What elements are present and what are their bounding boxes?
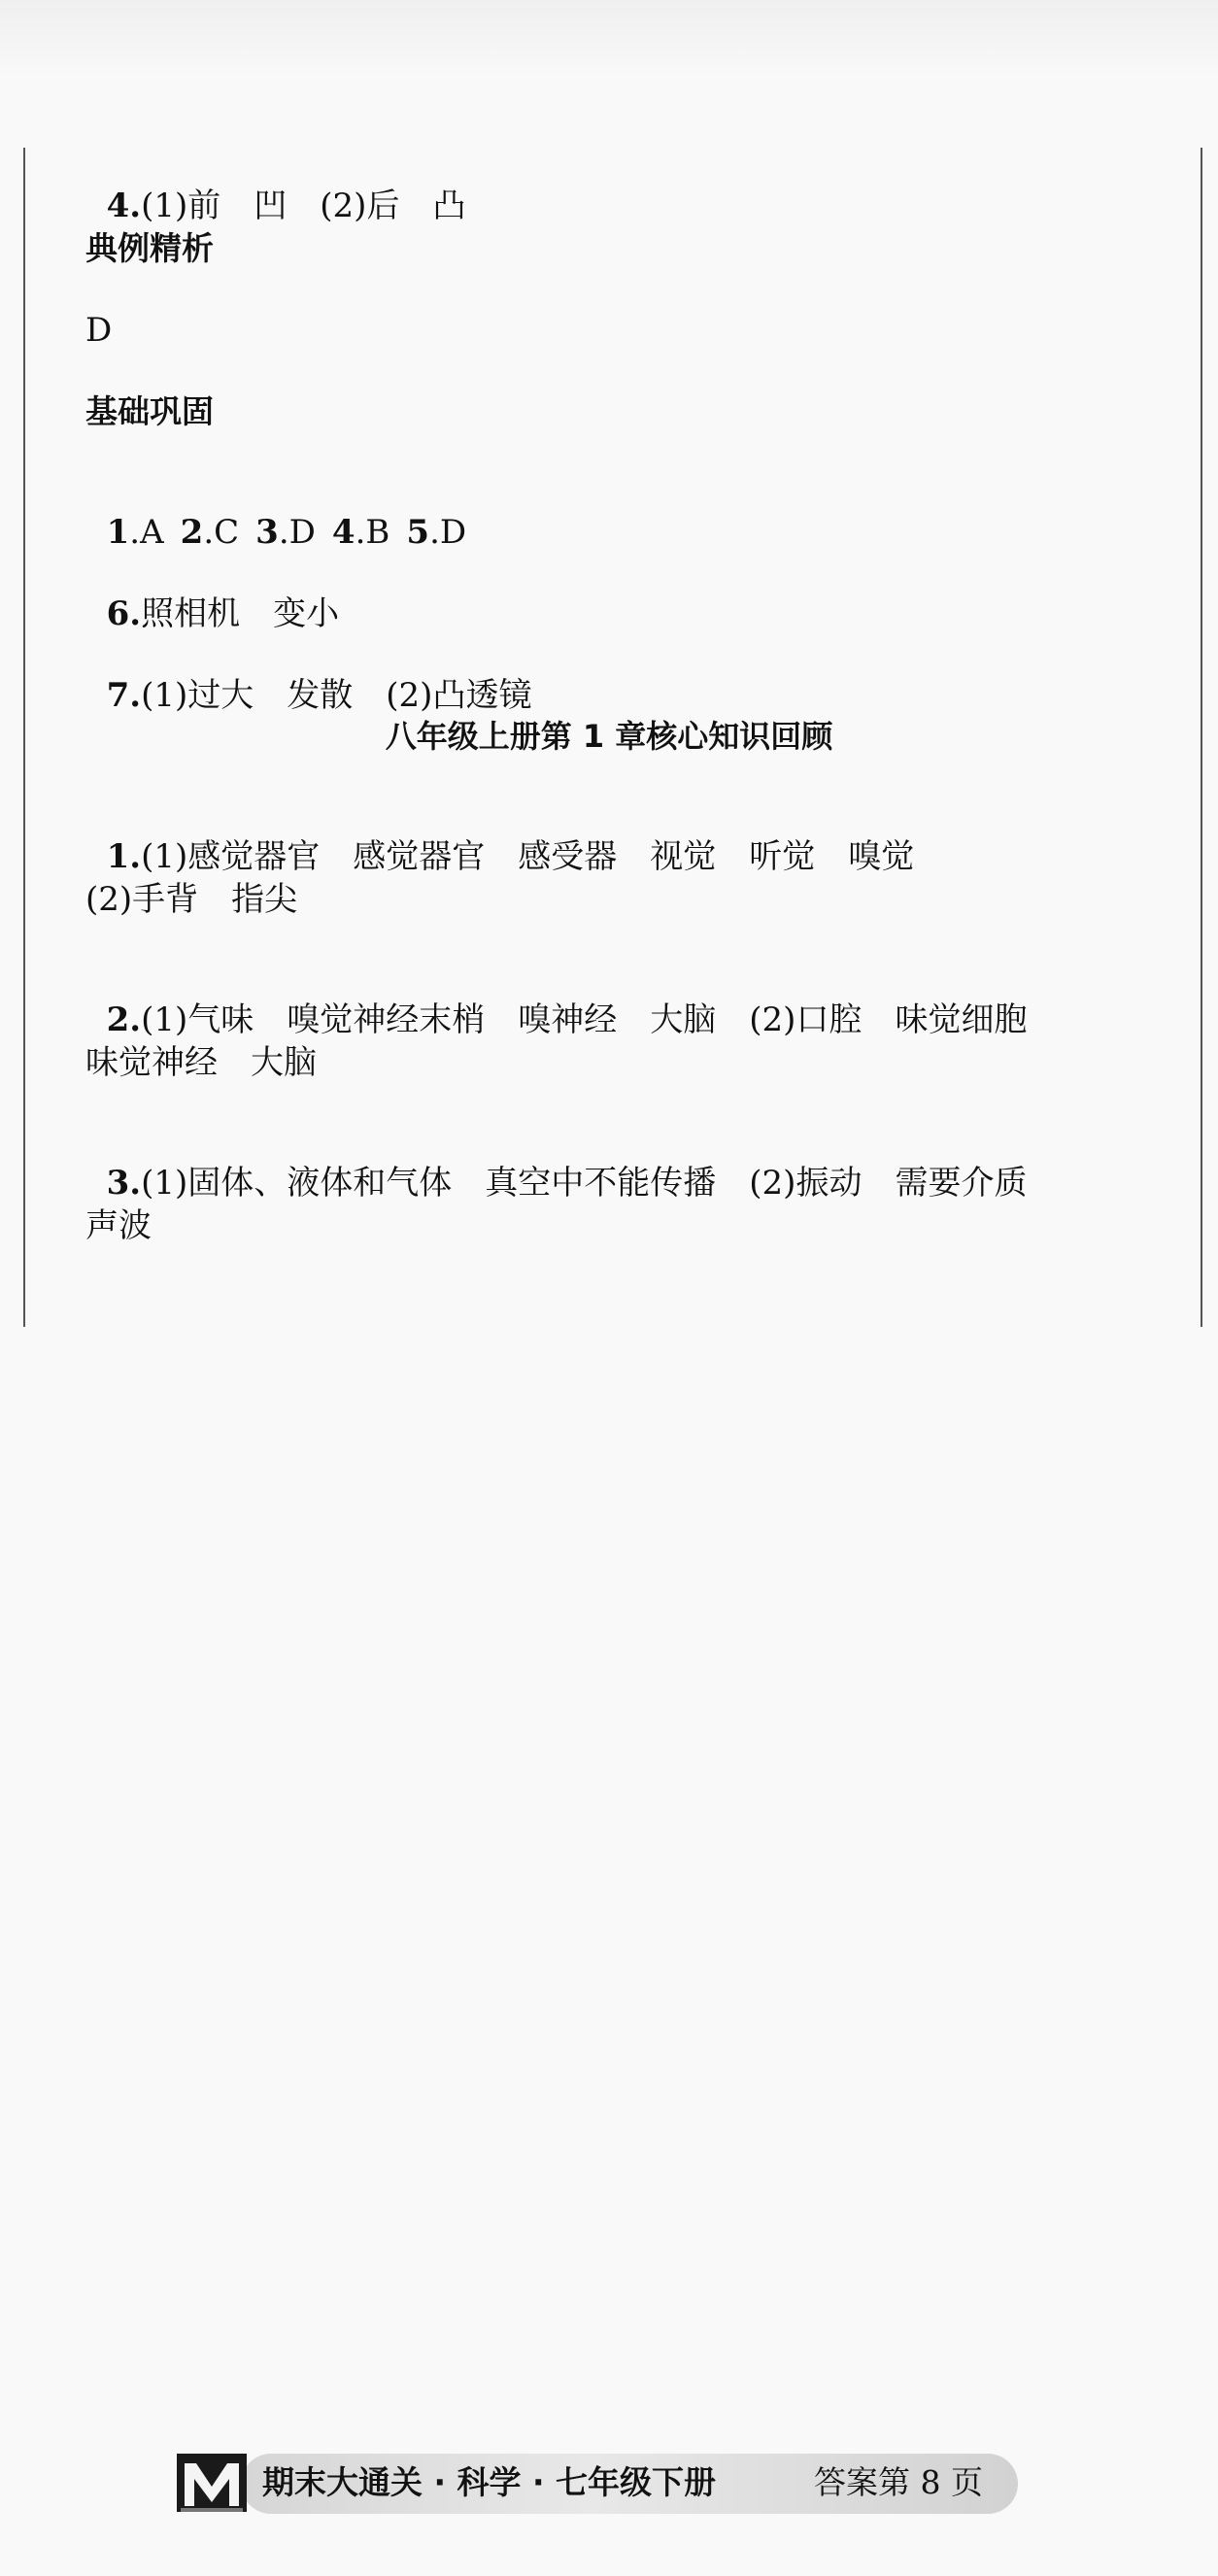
- item-number: 3.: [106, 1164, 142, 1203]
- review-line-2-cont: 味觉神经 大脑: [85, 1043, 317, 1082]
- section-heading-basics: 基础巩固: [85, 392, 214, 430]
- answer-line-7: [85, 637, 531, 715]
- answer-text: (1)感觉器官 感觉器官 感受器 视觉 听觉 嗅觉: [141, 837, 915, 876]
- review-line-3-cont: 声波: [85, 1206, 152, 1245]
- section-heading-typical: 典例精析: [85, 229, 214, 267]
- footer-page-label: 答案第 8 页: [814, 2463, 983, 2501]
- answer-text: (1)固体、液体和气体 真空中不能传播 (2)振动 需要介质: [141, 1164, 1028, 1203]
- page-footer: [173, 2446, 1047, 2520]
- review-line-2: [85, 962, 1027, 1039]
- item-number: 1.: [106, 837, 142, 876]
- review-section-title: 八年级上册第 1 章核心知识回顾: [385, 718, 833, 755]
- answer-text: (1)气味 嗅觉神经末梢 嗅神经 大脑 (2)口腔 味觉细胞: [141, 1000, 1028, 1039]
- answer-line-4: [85, 148, 465, 225]
- item-number: 7.: [106, 676, 142, 715]
- top-shadow: [0, 0, 1218, 78]
- answer-text: (1)过大 发散 (2)凸透镜: [141, 676, 532, 715]
- book-m-logo-icon: [173, 2450, 251, 2516]
- item-number: 4.: [106, 186, 142, 225]
- answer-line-1-5: 1.A 2.C 3.D 4.B 5.D: [106, 513, 467, 552]
- review-line-1: [85, 798, 914, 876]
- item-number: 6.: [106, 594, 142, 633]
- item-number: 2.: [106, 1000, 142, 1039]
- answer-line-example: D: [85, 311, 113, 350]
- answer-text: (1)前 凹 (2)后 凸: [141, 186, 466, 225]
- answer-line-6: [85, 556, 339, 633]
- answer-text: 照相机 变小: [141, 594, 340, 633]
- review-line-3: [85, 1125, 1027, 1203]
- footer-book-title: 期末大通关 · 科学 · 七年级下册: [262, 2463, 717, 2501]
- review-line-1-cont: (2)手背 指尖: [85, 880, 298, 919]
